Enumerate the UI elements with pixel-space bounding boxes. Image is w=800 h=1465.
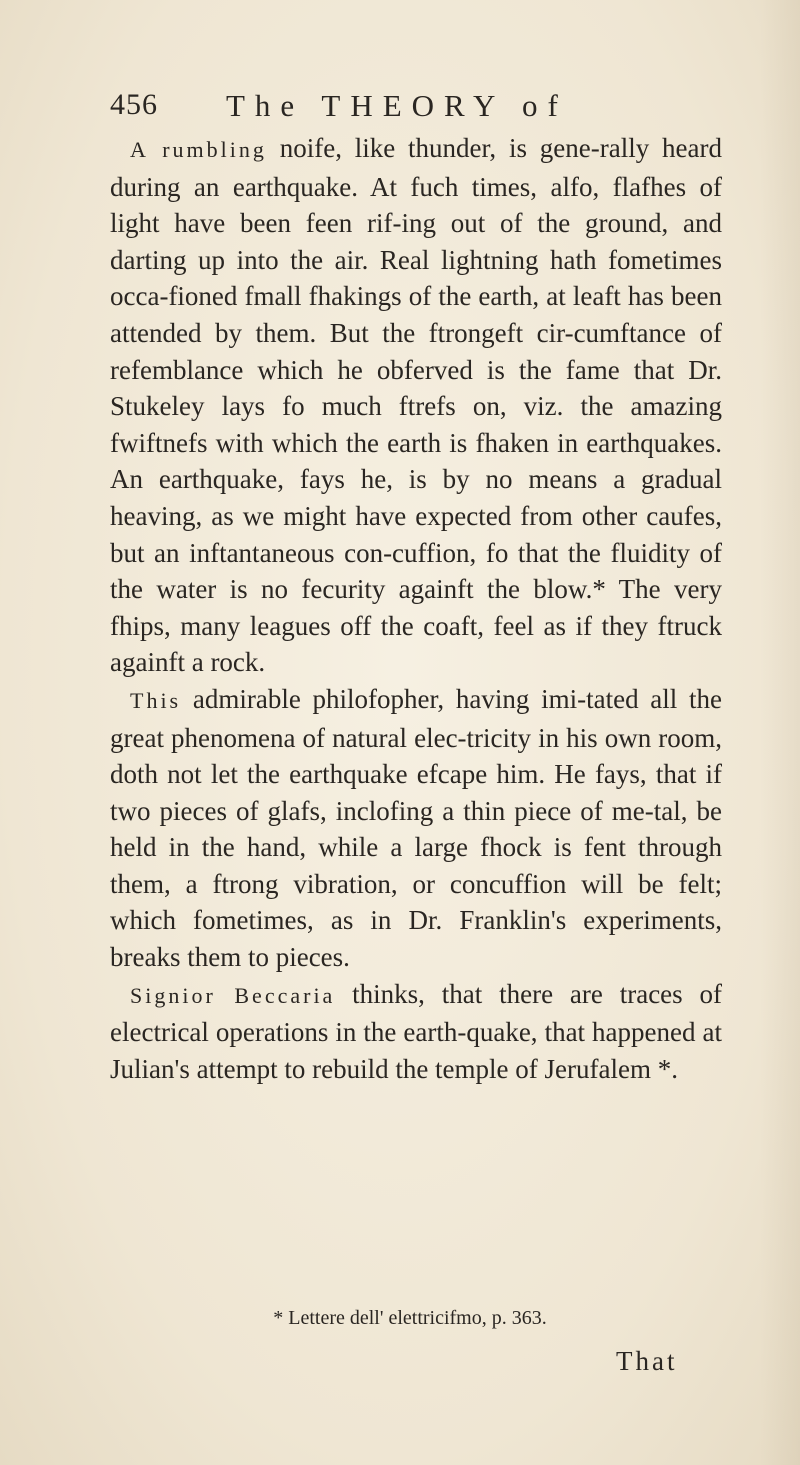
page-header	[110, 88, 710, 128]
paragraph-lead: A rumbling	[130, 137, 267, 162]
paragraph	[110, 130, 722, 681]
paragraph-text: noife, like thunder, is gene-rally heard during an earthquake. At fuch times, alfo, flafhes of light have been feen rif-ing out of the ground, and darting up into the air. Real lightning hath fometimes occa-fioned fmall fhakings of the earth, at leaft has been attended by them. But the ftrongeft cir-cumftance of refemblance which he obferved is the fame that Dr. Stukeley lays fo much ftrefs on, viz. the amazing fwiftnefs with which the earth is fhaken in earthquakes. An earthquake, fays he, is by no means a gradual heaving, as we might have expected from other caufes, but an inftantaneous con-cuffion, fo that the fluidity of the water is no fecurity againft the blow.* The very fhips, many leagues off the coaft, feel as if they ftruck againft a rock.	[110, 133, 723, 678]
footnote: * Lettere dell' elettricifmo, p. 363.	[273, 1307, 547, 1329]
paragraph-lead: This	[130, 687, 182, 713]
page-edge-shadow	[760, 0, 800, 1465]
page-number: 456	[110, 88, 158, 121]
paragraph	[110, 681, 722, 976]
catchword: That	[616, 1346, 678, 1376]
paragraph-text: thinks, that there are traces of electrical operations in the earth-quake, that happened at Julian's attempt to rebuild the temple of Jerufalem *.	[110, 978, 722, 1084]
body-text	[110, 130, 722, 1087]
paragraph-lead: Signior Beccaria	[130, 982, 336, 1008]
paragraph-text: admirable philofopher, having imi-tated all the great phenomena of natural elec-tricity in his own room, doth not let the earthquake efcape him. He fays, that if two pieces of glafs, inclofing a thin piece of me-tal, be held in the hand, while a large fhock is fent through them, a ftrong vibration, or concuffion will be felt; which fometimes, as in Dr. Franklin's experiments, breaks them to pieces.	[110, 683, 722, 973]
paragraph	[110, 976, 722, 1088]
running-title: The THEORY of	[226, 88, 568, 123]
